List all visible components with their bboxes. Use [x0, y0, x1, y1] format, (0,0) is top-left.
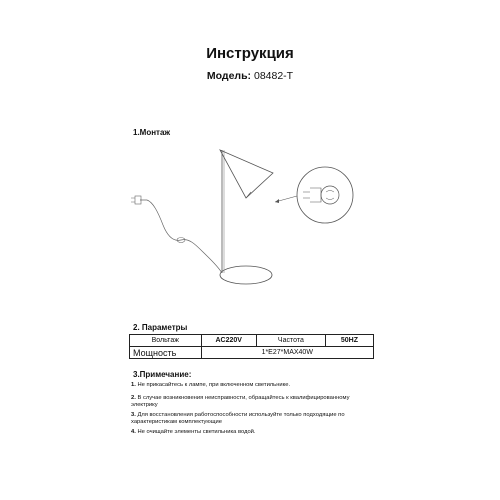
note-number: 4.: [131, 428, 136, 435]
note-text: Для восстановления работоспособности используйте только подходящие по характеристикам комплектующие: [131, 411, 345, 425]
section-parameters-heading: 2. Параметры: [133, 323, 188, 332]
lamp-base: [220, 266, 272, 284]
bulb-detail-circle: [297, 167, 353, 223]
model-label: Модель:: [206, 70, 252, 82]
bulb-icon: [321, 186, 339, 204]
voltage-value: AC220V: [201, 335, 256, 347]
note-number: 3.: [131, 411, 136, 418]
section-notes-heading: 3.Примечание:: [133, 370, 192, 379]
note-text: В случае возникновения неисправности, обращайтесь к квалифицированному электрику: [131, 394, 350, 408]
table-row: [130, 347, 374, 359]
note-number: 2.: [131, 394, 136, 401]
lamp-assembly-diagram: [125, 140, 375, 305]
notes-list: [131, 380, 376, 436]
note-text: Не очищайте элементы светильника водой.: [137, 428, 256, 435]
model-line: [0, 70, 500, 82]
list-item: [131, 395, 376, 410]
section-mounting-heading: 1.Монтаж: [133, 128, 171, 137]
power-value: 1*E27*MAX40W: [201, 347, 374, 359]
table-row: [130, 335, 374, 347]
model-value: 08482-T: [253, 70, 294, 82]
document-title: Инструкция: [206, 45, 294, 62]
lamp-shade: [220, 150, 273, 198]
note-number: 1.: [131, 382, 136, 388]
list-item: [131, 382, 376, 390]
power-cable: [140, 200, 222, 273]
note-text: Не прикасайтесь к лампе, при включенном светильнике.: [137, 382, 291, 388]
parameters-table: [129, 334, 374, 359]
voltage-label: Вольтаж: [130, 335, 202, 347]
list-item: [131, 429, 376, 437]
frequency-value: 50HZ: [325, 335, 373, 347]
power-label: Мощность: [130, 347, 202, 359]
list-item: [131, 412, 376, 427]
frequency-label: Частота: [256, 335, 325, 347]
